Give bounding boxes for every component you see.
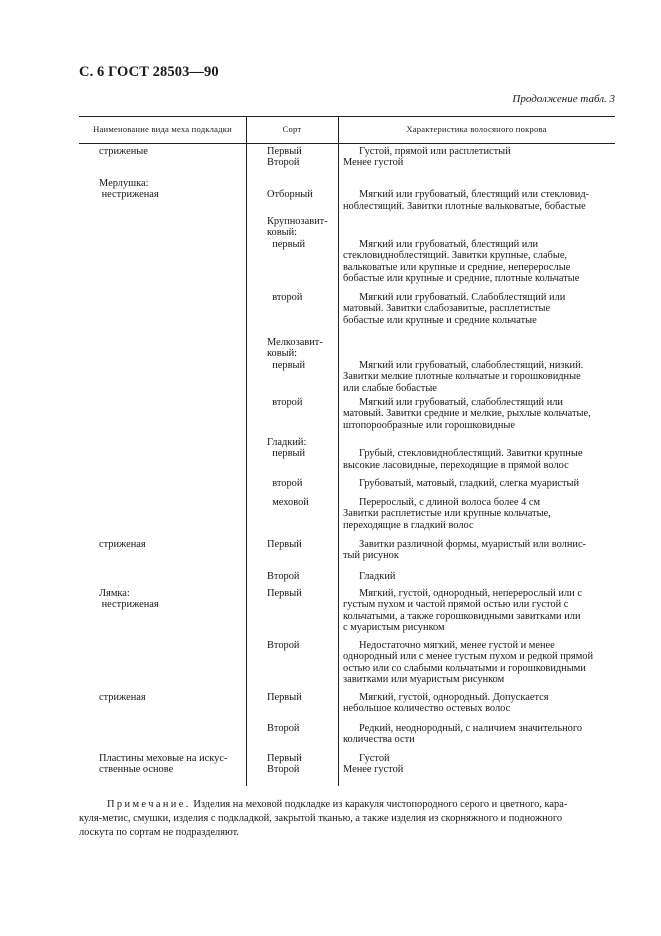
fur-type-cell: Пластины меховые на искус- ственные основе (99, 753, 228, 776)
characteristic-line: Менее густой (343, 157, 404, 169)
grade-cell: второй (267, 292, 303, 303)
grade-cell: второй (267, 478, 303, 489)
characteristic-cell (343, 571, 611, 582)
characteristic-line: Мягкий или грубоватый, блестящий или (359, 238, 539, 250)
fur-type-cell: Мерлушка: нестриженая (99, 178, 159, 201)
characteristic-line: количества ости (343, 734, 415, 746)
characteristic-line: переходящие в гладкий волос (343, 519, 474, 531)
characteristic-line: Густой (359, 753, 390, 764)
footnote-label: Примечание. (107, 799, 191, 810)
characteristic-line: Менее густой (343, 764, 404, 776)
footnote-text: Изделия на меховой подкладке из каракуля чистопородного серого и цветного, кара- (190, 799, 568, 810)
fur-type-cell: стриженые (99, 146, 148, 157)
grade-cell: Мелкозавит- ковый: первый (267, 337, 323, 371)
characteristic-line: тый рисунок (343, 550, 399, 562)
fur-type-cell: стриженая (99, 539, 146, 550)
grade-cell: Отборный (267, 189, 313, 201)
characteristic-line (343, 227, 611, 238)
characteristic-line: Мягкий или грубоватый, слабоблестящий или (359, 397, 563, 408)
characteristic-line: Гладкий (359, 571, 396, 582)
characteristic-line: Недостаточно мягкий, менее густой и менее (359, 640, 555, 651)
characteristic-cell (343, 178, 611, 212)
grade-cell: Гладкий: первый (267, 437, 307, 460)
characteristic-line: стекловидноблестящий. Завитки крупные, слабые, (343, 250, 568, 262)
characteristic-cell (343, 753, 611, 776)
characteristic-cell (343, 397, 611, 431)
characteristic-cell (343, 588, 611, 634)
characteristic-line: Мягкий, густой, однородный, неперерослый или с (359, 588, 582, 599)
grade-cell: Второй (267, 640, 300, 651)
characteristic-line (343, 437, 611, 448)
characteristic-cell (343, 539, 611, 562)
page-title: С. 6 ГОСТ 28503—90 (79, 64, 219, 80)
characteristic-cell (343, 692, 611, 715)
footnote (79, 798, 614, 841)
characteristic-line: или слабые бобастые (343, 382, 437, 394)
characteristic-line: Мягкий или грубоватый. Слабоблестящий или (359, 292, 566, 303)
characteristic-line: остью или со слабыми кольчатыми и горошковидными (343, 662, 586, 674)
table-header-rule (79, 143, 615, 144)
grade-cell: Первый (267, 539, 302, 550)
grade-cell: меховой (267, 497, 309, 508)
column-header-characteristic: Характеристика волосяного покрова (406, 124, 547, 134)
grade-cell: Крупнозавит- ковый: первый (267, 216, 328, 250)
characteristic-line: Мягкий или грубоватый, блестящий или стекловид- (359, 189, 590, 201)
characteristic-line: Завитки расплетистые или крупные кольчатые, (343, 508, 551, 520)
grade-cell: Первый Второй (267, 146, 302, 169)
footnote-line: куля-метис, смушки, изделия с подкладкой, закрытой тканью, а также изделия из скорняжного и подножного (79, 813, 563, 825)
footnote-line: лоскута по сортам не подразделяют. (79, 827, 239, 839)
table-continuation-label: Продолжение табл. 3 (512, 93, 615, 105)
characteristic-line: завитками или муаристым рисунком (343, 674, 505, 686)
characteristic-line: Завитки мелкие плотные кольчатые и горошковидные (343, 371, 581, 383)
characteristic-line: ноблестящий. Завитки плотные вальковатые, бобастые (343, 200, 586, 212)
grade-cell: Первый (267, 692, 302, 703)
characteristic-line: Густой, прямой или расплетистый (359, 146, 511, 157)
characteristic-line (343, 178, 611, 189)
table-top-rule (79, 116, 615, 117)
footnote-line (79, 798, 614, 812)
characteristic-line: штопорообразные или горошковидные (343, 419, 516, 431)
characteristic-cell (343, 146, 611, 169)
characteristic-cell (343, 337, 611, 394)
characteristic-line: Грубоватый, матовый, гладкий, слегка муаристый (359, 478, 580, 489)
characteristic-line: Мягкий или грубоватый, слабоблестящий, низкий. (359, 359, 584, 371)
characteristic-cell (343, 640, 611, 686)
characteristic-line: высокие ласовидные, переходящие в прямой волос (343, 459, 569, 471)
fur-type-cell: Лямка: нестриженая (99, 588, 159, 611)
characteristic-cell (343, 216, 611, 284)
characteristic-line: однородный или с менее густым пухом и редкой прямой (343, 651, 594, 663)
column-header-name: Наименование вида меха подкладки (93, 124, 232, 134)
characteristic-line (343, 337, 611, 348)
characteristic-line: Мягкий, густой, однородный. Допускается (359, 692, 549, 703)
characteristic-cell (343, 723, 611, 746)
characteristic-line: бобастые или крупные и средние, плотные кольчатые (343, 273, 580, 285)
characteristic-line: с муаристым рисунком (343, 622, 445, 634)
grade-cell: Первый Второй (267, 753, 302, 776)
grade-table (79, 116, 615, 786)
characteristic-line: Перерослый, с длиной волоса более 4 см (359, 497, 541, 508)
characteristic-line: матовый. Завитки средние и мелкие, рыхлые кольчатые, (343, 408, 591, 420)
grade-cell: второй (267, 397, 303, 408)
characteristic-line: Грубый, стекловидноблестящий. Завитки крупные (359, 448, 583, 460)
characteristic-cell (343, 292, 611, 326)
characteristic-line: матовый. Завитки слабозавитые, расплетистые (343, 303, 551, 315)
characteristic-line (343, 348, 611, 359)
characteristic-cell (343, 478, 611, 489)
grade-cell: Второй (267, 723, 300, 734)
column-header-grade: Сорт (282, 124, 302, 134)
characteristic-line (343, 216, 611, 227)
characteristic-line: бобастые или крупные и средние кольчатые (343, 314, 537, 326)
grade-cell: Второй (267, 571, 300, 582)
characteristic-line: кольчатыми, а также горошковидными завитками или (343, 610, 581, 622)
characteristic-line: густым пухом и частой прямой остью или густой с (343, 599, 569, 611)
characteristic-line: Завитки различной формы, муаристый или волнис- (359, 539, 587, 550)
fur-type-cell: стриженая (99, 692, 146, 703)
characteristic-line: Редкий, неоднородный, с наличием значительного (359, 723, 583, 734)
characteristic-line: небольшое количество остевых волос (343, 703, 511, 715)
characteristic-cell (343, 497, 611, 531)
characteristic-line: вальковатые или крупные и средние, неперерослые (343, 261, 571, 273)
column-divider (246, 116, 247, 786)
grade-cell: Первый (267, 588, 302, 599)
characteristic-cell (343, 437, 611, 471)
